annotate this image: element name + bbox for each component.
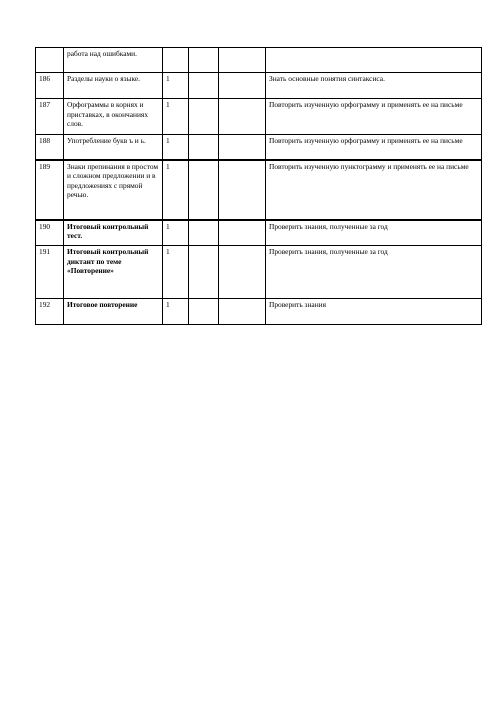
empty-cell bbox=[189, 73, 219, 99]
empty-cell bbox=[189, 135, 219, 160]
empty-cell bbox=[219, 160, 266, 220]
lesson-topic: Итоговый контрольный тест. bbox=[64, 220, 163, 246]
empty-cell bbox=[219, 299, 266, 325]
empty-cell bbox=[219, 99, 266, 135]
table-row bbox=[36, 246, 482, 299]
lesson-hours bbox=[163, 48, 189, 73]
empty-cell bbox=[219, 246, 266, 299]
lesson-hours: 1 bbox=[163, 246, 189, 299]
lesson-result: Повторить изученную орфограмму и применять ее на письме bbox=[266, 135, 482, 160]
table-row bbox=[36, 160, 482, 220]
empty-cell bbox=[189, 246, 219, 299]
lesson-plan-table bbox=[35, 47, 482, 325]
empty-cell bbox=[219, 135, 266, 160]
lesson-topic: Итоговый контрольный диктант по теме «Повторение» bbox=[64, 246, 163, 299]
lesson-result: Проверить знания, полученные за год bbox=[266, 246, 482, 299]
lesson-topic: Употребление букв ъ и ь. bbox=[64, 135, 163, 160]
lesson-hours: 1 bbox=[163, 135, 189, 160]
table-row bbox=[36, 220, 482, 246]
empty-cell bbox=[219, 220, 266, 246]
empty-cell bbox=[189, 220, 219, 246]
empty-cell bbox=[189, 160, 219, 220]
lesson-hours: 1 bbox=[163, 99, 189, 135]
empty-cell bbox=[189, 299, 219, 325]
lesson-topic: Разделы науки о языке. bbox=[64, 73, 163, 99]
lesson-number: 189 bbox=[36, 160, 64, 220]
lesson-topic: Орфограммы в корнях и приставках, в окончаниях слов. bbox=[64, 99, 163, 135]
lesson-number: 187 bbox=[36, 99, 64, 135]
lesson-result: Проверить знания, полученные за год bbox=[266, 220, 482, 246]
lesson-hours: 1 bbox=[163, 160, 189, 220]
empty-cell bbox=[219, 48, 266, 73]
lesson-number: 188 bbox=[36, 135, 64, 160]
lesson-topic: Знаки препинания в простом и сложном предложении и в предложениях с прямой речью. bbox=[64, 160, 163, 220]
lesson-number: 190 bbox=[36, 220, 64, 246]
lesson-topic: работа над ошибками. bbox=[64, 48, 163, 73]
lesson-result: Повторить изученную пунктограмму и применять ее на письме bbox=[266, 160, 482, 220]
lesson-number bbox=[36, 48, 64, 73]
table-row bbox=[36, 73, 482, 99]
lesson-hours: 1 bbox=[163, 299, 189, 325]
table-row bbox=[36, 99, 482, 135]
table-row bbox=[36, 135, 482, 160]
lesson-hours: 1 bbox=[163, 220, 189, 246]
empty-cell bbox=[189, 99, 219, 135]
lesson-hours: 1 bbox=[163, 73, 189, 99]
empty-cell bbox=[219, 73, 266, 99]
lesson-number: 192 bbox=[36, 299, 64, 325]
lesson-number: 191 bbox=[36, 246, 64, 299]
lesson-number: 186 bbox=[36, 73, 64, 99]
table-row bbox=[36, 299, 482, 325]
lesson-result: Знать основные понятия синтаксиса. bbox=[266, 73, 482, 99]
empty-cell bbox=[189, 48, 219, 73]
lesson-result bbox=[266, 48, 482, 73]
lesson-result: Повторить изученную орфограмму и применять ее на письме bbox=[266, 99, 482, 135]
lesson-topic: Итоговое повторение bbox=[64, 299, 163, 325]
table-row bbox=[36, 48, 482, 73]
lesson-result: Проверить знания bbox=[266, 299, 482, 325]
